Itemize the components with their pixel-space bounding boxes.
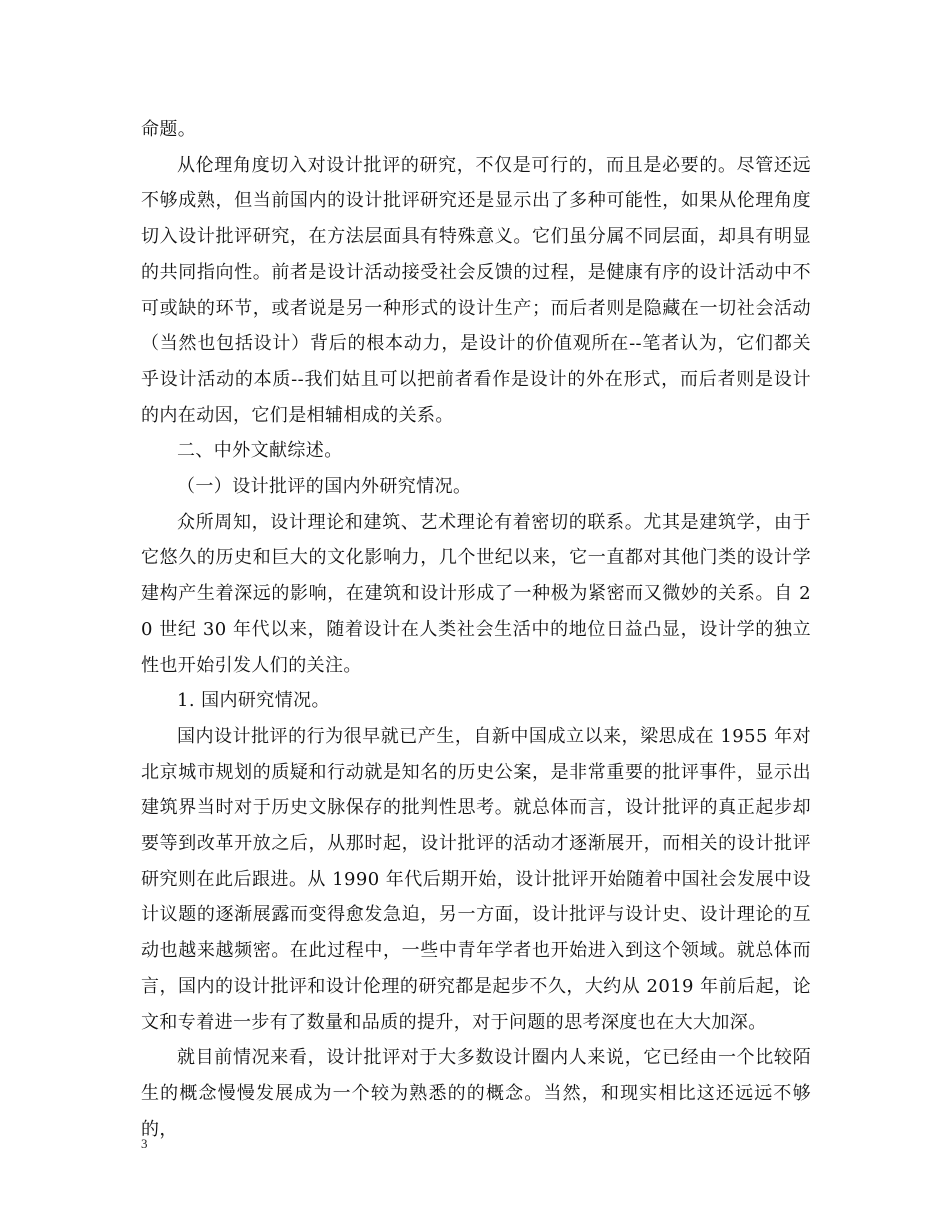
paragraph-current-situation: 就目前情况来看，设计批评对于大多数设计圈内人来说，它已经由一个比较陌生的概念慢慢发展成为一个较为熟悉的的概念。当然，和现实相比这还远远不够的， (141, 1047, 811, 1140)
paragraph-ethics-perspective: 从伦理角度切入对设计批评的研究，不仅是可行的，而且是必要的。尽管还远不够成熟，但当前国内的设计批评研究还是显示出了多种可能性，如果从伦理角度切入设计批评研究，在方法层面具有特殊意义。它们虽分属不同层面，却具有明显的共同指向性。前者是设计活动接受社会反馈的过程，是健康有序的设计活动中不可或缺的环节，或者说是另一种形式的设计生产；而后者则是隐藏在一切社会活动（当然也包括设计）背后的根本动力，是设计的价值观所在--笔者认为，它们都关乎设计活动的本质--我们姑且可以把前者看作是设计的外在形式，而后者则是设计的内在动因，它们是相辅相成的关系。 (141, 154, 811, 426)
section-heading-literature-review: 二、中外文献综述。 (177, 440, 343, 462)
subsection-heading-domestic-research: 1. 国内研究情况。 (177, 690, 330, 712)
paragraph-architecture-relation: 众所周知，设计理论和建筑、艺术理论有着密切的联系。尤其是建筑学，由于它悠久的历史和巨大的文化影响力，几个世纪以来，它一直都对其他门类的设计学建构产生着深远的影响，在建筑和设计形成了一种极为紧密而又微妙的关系。自 20 世纪 30 年代以来，随着设计在人类社会生活中的地位日益凸显，设计学的独立性也开始引发人们的关注。 (141, 511, 811, 676)
subsection-heading-design-criticism-research: （一）设计批评的国内外研究情况。 (177, 476, 472, 498)
page-number: 3 (141, 1136, 148, 1151)
paragraph-domestic-research: 国内设计批评的行为很早就已产生，自新中国成立以来，梁思成在 1955 年对北京城市规划的质疑和行动就是知名的历史公案，是非常重要的批评事件，显示出建筑界当时对于历史文脉保存的批判性思考。就总体而言，设计批评的真正起步却要等到改革开放之后，从那时起，设计批评的活动才逐渐展开，而相关的设计批评研究则在此后跟进。从 1990 年代后期开始，设计批评开始随着中国社会发展中设计议题的逐渐展露而变得愈发急迫，另一方面，设计批评与设计史、设计理论的互动也越来越频密。在此过程中，一些中青年学者也开始进入到这个领域。就总体而言，国内的设计批评和设计伦理的研究都是起步不久，大约从 2019 年前后起，论文和专着进一步有了数量和品质的提升，对于问题的思考深度也在大大加深。 (141, 725, 811, 1033)
body-text (141, 112, 811, 1147)
paragraph-continuation: 命题。 (141, 119, 197, 140)
